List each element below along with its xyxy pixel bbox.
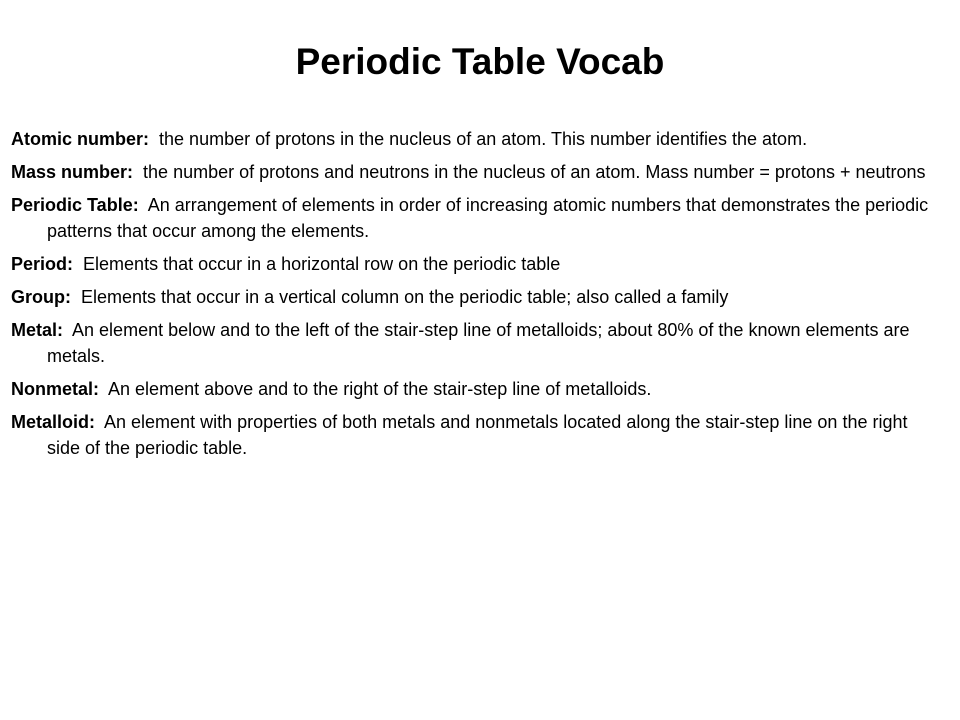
vocab-entry-mass-number <box>11 159 941 185</box>
vocab-entry-metalloid <box>11 409 941 461</box>
vocab-entry-metal <box>11 317 941 369</box>
vocab-entry-period <box>11 251 941 277</box>
vocab-entry-group <box>11 284 941 310</box>
slide-title: Periodic Table Vocab <box>295 41 665 82</box>
vocab-definition: Elements that occur in a vertical column on the periodic table; also called a family <box>81 287 729 307</box>
vocab-definition: the number of protons in the nucleus of an atom. This number identifies the atom. <box>159 129 808 149</box>
vocab-definition: An element above and to the right of the stair-step line of metalloids. <box>108 379 652 399</box>
vocab-term: Atomic number: <box>11 129 150 149</box>
vocab-term: Group: <box>11 287 71 307</box>
vocab-definition: An element below and to the left of the stair-step line of metalloids; about 80% of the known elements are metals. <box>47 320 910 366</box>
vocab-list <box>11 126 941 468</box>
vocab-term: Period: <box>11 254 74 274</box>
vocab-entry-atomic-number <box>11 126 941 152</box>
vocab-term: Metal: <box>11 320 64 340</box>
vocab-definition: An element with properties of both metals and nonmetals located along the stair-step line on the right side of the periodic table. <box>47 412 908 458</box>
vocab-definition: the number of protons and neutrons in the nucleus of an atom. Mass number = protons + neutrons <box>143 162 926 182</box>
vocab-term: Mass number: <box>11 162 134 182</box>
vocab-definition: Elements that occur in a horizontal row on the periodic table <box>83 254 561 274</box>
vocab-definition: An arrangement of elements in order of increasing atomic numbers that demonstrates the periodic patterns that occur among the elements. <box>47 195 929 241</box>
vocab-term: Metalloid: <box>11 412 95 432</box>
vocab-entry-nonmetal <box>11 376 941 402</box>
vocab-entry-periodic-table <box>11 192 941 244</box>
vocab-term: Nonmetal: <box>11 379 100 399</box>
vocab-term: Periodic Table: <box>11 195 139 215</box>
